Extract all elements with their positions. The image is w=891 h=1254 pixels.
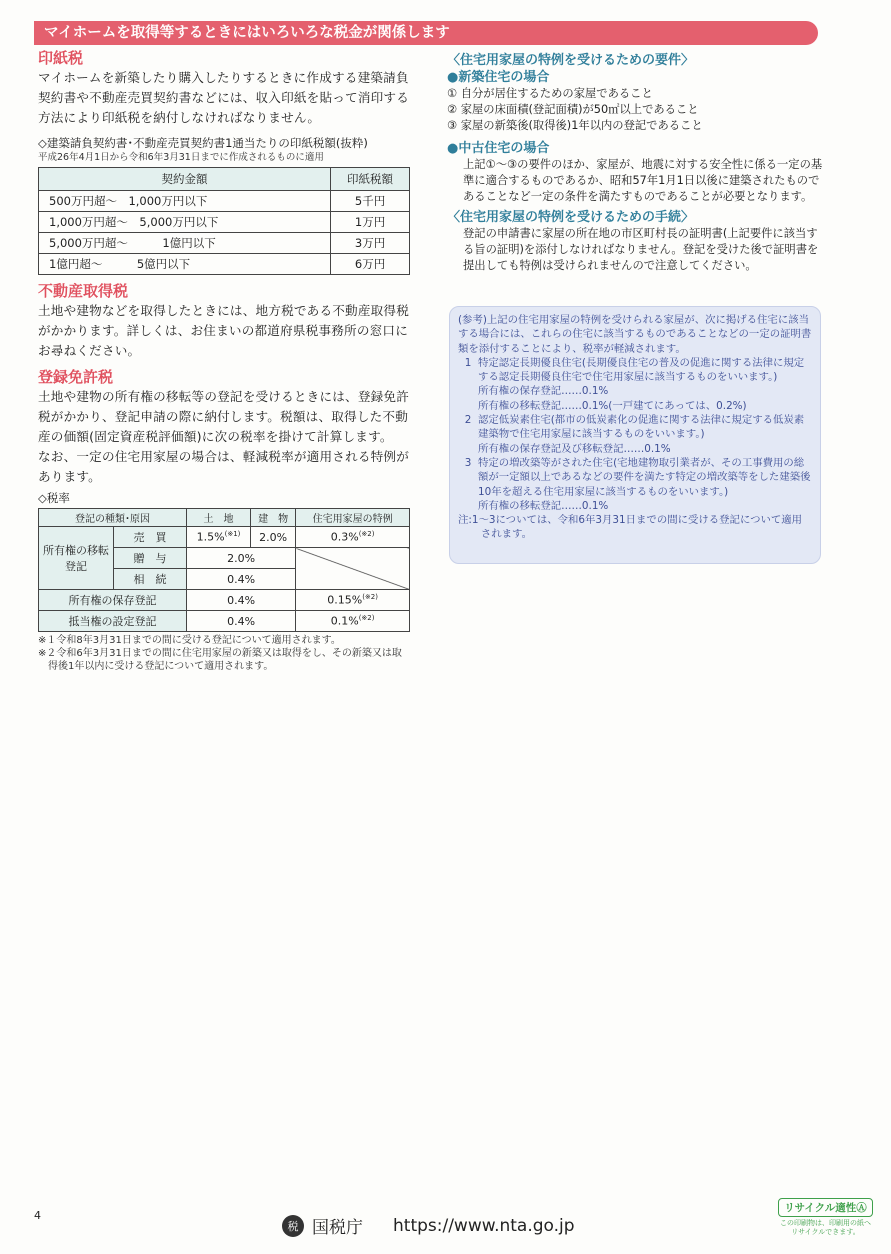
table-row bbox=[39, 611, 410, 632]
reference-rate: 所有権の移転登記……0.1%(一戸建てにあっては、0.2%) bbox=[478, 399, 747, 412]
reference-text: 特定認定長期優良住宅(長期優良住宅の普及の促進に関する法律に規定する認定長期優良住宅で住宅用家屋に該当するものをいいます。) bbox=[478, 356, 805, 384]
table-row bbox=[39, 233, 410, 254]
used-house-body: 上記①～③の要件のほか、家屋が、地震に対する安全性に係る一定の基準に適合するものであるか、昭和57年1月1日以後に建築されたものであることなど一定の条件を満たすものであることが必要となります。 bbox=[463, 158, 823, 203]
header-housing-special: 住宅用家屋の特例 bbox=[296, 509, 410, 527]
reference-number: 3 bbox=[464, 456, 472, 469]
reference-note: 注:1～3については、令和6年3月31日までの間に受ける登記について適用されます。 bbox=[458, 514, 803, 541]
amount-cell: 500万円超～ 1,000万円以下 bbox=[39, 191, 331, 212]
left-column bbox=[38, 48, 410, 673]
reference-number: 2 bbox=[464, 414, 472, 427]
gift-rate: 2.0% bbox=[187, 548, 296, 569]
header-building: 建 物 bbox=[251, 509, 296, 527]
amount-cell: 1億円超～ 5億円以下 bbox=[39, 254, 331, 275]
right-column bbox=[447, 52, 827, 274]
procedure-title: 〈住宅用家屋の特例を受けるための手続〉 bbox=[447, 210, 695, 225]
reference-item bbox=[458, 413, 812, 442]
table-row bbox=[39, 191, 410, 212]
registration-tax-title: 登録免許税 bbox=[38, 368, 114, 386]
footer-logo bbox=[282, 1213, 575, 1238]
preserve-special-rate: 0.15%$^{(※2)}$ bbox=[296, 590, 410, 611]
procedure-body: 登記の申請書に家屋の所在地の市区町村長の証明書(上記要件に該当する旨の証明)を添付しなければなりません。登記を受けた後で証明書を提出しても特例は受けられませんので注意してください。 bbox=[463, 227, 819, 272]
recycle-mark bbox=[778, 1198, 873, 1237]
requirements-title: 〈住宅用家屋の特例を受けるための要件〉 bbox=[447, 53, 695, 68]
recycle-badge: リサイクル適性Ⓐ bbox=[778, 1198, 873, 1217]
recycle-note: この印刷物は、印刷用の紙へリサイクルできます。 bbox=[780, 1219, 871, 1236]
reference-rate: 所有権の移転登記……0.1% bbox=[478, 499, 609, 512]
gift-label: 贈 与 bbox=[114, 548, 187, 569]
reference-text: 特定の増改築等がされた住宅(宅地建物取引業者が、その工事費用の総額が一定額以上であるなどの要件を満たす特定の増改築等をした建築後10年を超える住宅用家屋に該当するものをいいます。) bbox=[478, 456, 811, 498]
acquisition-tax-title: 不動産取得税 bbox=[38, 282, 129, 300]
rate-table-heading: ◇税率 bbox=[38, 491, 70, 505]
page-banner: マイホームを取得等するときにはいろいろな税金が関係します bbox=[34, 21, 818, 45]
sale-label: 売 買 bbox=[114, 527, 187, 548]
table-row bbox=[39, 590, 410, 611]
sale-special-rate: 0.3%$^{(※2)}$ bbox=[296, 527, 410, 548]
table-row bbox=[39, 212, 410, 233]
stamp-tax-table bbox=[38, 167, 410, 275]
reference-box bbox=[449, 306, 821, 564]
stamp-table-heading: ◇建築請負契約書･不動産売買契約書1通当たりの印紙税額(抜粋) bbox=[38, 136, 368, 150]
tax-cell: 1万円 bbox=[331, 212, 410, 233]
mortgage-special-rate: 0.1%$^{(※2)}$ bbox=[296, 611, 410, 632]
reference-item bbox=[458, 356, 812, 385]
mortgage-label: 抵当権の設定登記 bbox=[39, 611, 187, 632]
reference-rate: 所有権の保存登記……0.1% bbox=[478, 385, 609, 398]
used-house-title: ●中古住宅の場合 bbox=[447, 141, 550, 156]
amount-cell: 1,000万円超～ 5,000万円以下 bbox=[39, 212, 331, 233]
sale-building-rate: 2.0% bbox=[251, 527, 296, 548]
reference-number: 1 bbox=[464, 356, 472, 369]
mortgage-rate: 0.4% bbox=[187, 611, 296, 632]
reference-text: 認定低炭素住宅(都市の低炭素化の促進に関する法律に規定する低炭素建築物で住宅用家屋に該当するものをいいます。) bbox=[478, 414, 805, 441]
requirement-item: ② 家屋の床面積(登記面積)が50㎡以上であること bbox=[447, 103, 699, 116]
table-row bbox=[39, 527, 410, 548]
footnote-2: ※２令和6年3月31日までの間に住宅用家屋の新築又は取得をし、その新築又は取得後1年以内に受ける登記について適用されます。 bbox=[38, 648, 402, 672]
stamp-tax-title: 印紙税 bbox=[38, 49, 84, 67]
reference-rate: 所有権の保存登記及び移転登記……0.1% bbox=[478, 442, 671, 455]
preserve-label: 所有権の保存登記 bbox=[39, 590, 187, 611]
page-number: 4 bbox=[34, 1209, 41, 1222]
table-row bbox=[39, 254, 410, 275]
requirement-item: ① 自分が居住するための家屋であること bbox=[447, 87, 653, 100]
preserve-rate: 0.4% bbox=[187, 590, 296, 611]
stamp-table-note: 平成26年4月1日から令和6年3月31日までに作成されるものに適用 bbox=[38, 152, 324, 163]
inherit-rate: 0.4% bbox=[187, 569, 296, 590]
website-url[interactable]: https://www.nta.go.jp bbox=[393, 1215, 575, 1236]
registration-tax-note: なお、一定の住宅用家屋の場合は、軽減税率が適用される特例があります。 bbox=[38, 449, 410, 484]
not-applicable-cell bbox=[296, 548, 410, 590]
header-contract-amount: 契約金額 bbox=[39, 168, 331, 191]
inherit-label: 相 続 bbox=[114, 569, 187, 590]
tax-cell: 3万円 bbox=[331, 233, 410, 254]
tax-cell: 5千円 bbox=[331, 191, 410, 212]
header-land: 土 地 bbox=[187, 509, 251, 527]
header-stamp-tax: 印紙税額 bbox=[331, 168, 410, 191]
tax-cell: 6万円 bbox=[331, 254, 410, 275]
nta-logo-icon: 税 bbox=[282, 1215, 304, 1237]
reference-intro: (参考)上記の住宅用家屋の特例を受けられる家屋が、次に掲げる住宅に該当する場合には、これらの住宅に該当するものであることなどの一定の証明書類を添付することにより、税率が軽減されます。 bbox=[458, 314, 812, 355]
requirement-item: ③ 家屋の新築後(取得後)1年以内の登記であること bbox=[447, 119, 703, 132]
amount-cell: 5,000万円超～ 1億円以下 bbox=[39, 233, 331, 254]
sale-land-rate: 1.5%$^{(※1)}$ bbox=[187, 527, 251, 548]
header-registration-type: 登記の種類･原因 bbox=[39, 509, 187, 527]
registration-tax-body: 土地や建物の所有権の移転等の登記を受けるときには、登録免許税がかかり、登記申請の際に納付します。税額は、取得した不動産の価額(固定資産税評価額)に次の税率を掛けて計算します。 bbox=[38, 389, 410, 444]
agency-name: 国税庁 bbox=[312, 1218, 363, 1238]
new-house-title: ●新築住宅の場合 bbox=[447, 70, 550, 85]
acquisition-tax-body: 土地や建物などを取得したときには、地方税である不動産取得税がかかります。詳しくは、お住まいの都道府県税事務所の窓口にお尋ねください。 bbox=[38, 303, 410, 358]
stamp-tax-body: マイホームを新築したり購入したりするときに作成する建築請負契約書や不動産売買契約書などには、収入印紙を貼って消印する方法により印紙税を納付しなければなりません。 bbox=[38, 70, 410, 125]
transfer-registration-label: 所有権の移転登記 bbox=[39, 527, 114, 590]
footnote-1: ※１令和8年3月31日までの間に受ける登記について適用されます。 bbox=[38, 635, 341, 646]
registration-rate-table bbox=[38, 508, 410, 632]
reference-item bbox=[458, 456, 812, 499]
